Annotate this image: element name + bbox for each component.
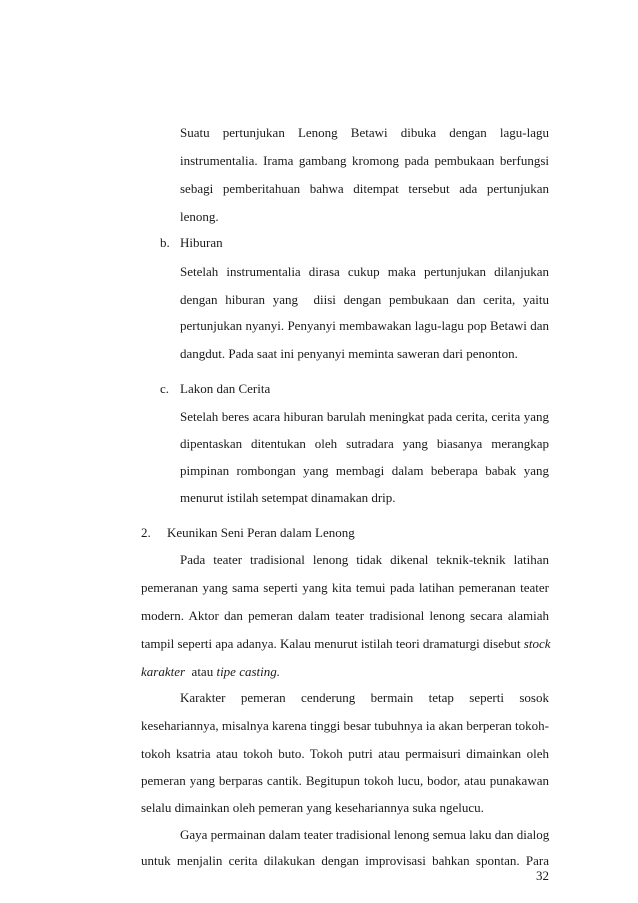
s2-p2-line-2: kesehariannya, misalnya karena tinggi besar tubuhnya ia akan berperan tokoh-: [141, 718, 549, 733]
item-c-line-4: menurut istilah setempat dinamakan drip.: [180, 490, 396, 505]
s2-p1-line-5-mid: atau: [185, 664, 217, 679]
s2-p3-line-2: untuk menjalin cerita dilakukan dengan improvisasi bahkan spontan. Para: [141, 853, 549, 868]
item-b-line-4: dangdut. Pada saat ini penyanyi meminta saweran dari penonton.: [180, 346, 518, 361]
item-c-line-3: pimpinan rombongan yang membagi dalam beberapa babak yang: [180, 463, 549, 478]
s2-p2-line-1: Karakter pemeran cenderung bermain tetap seperti sosok: [180, 690, 549, 705]
item-b-line-3: pertunjukan nyanyi. Penyanyi membawakan lagu-lagu pop Betawi dan: [180, 318, 549, 333]
term-tipe-casting: tipe casting.: [216, 664, 280, 679]
page-number: 32: [536, 868, 549, 883]
para-a-line-4: lenong.: [180, 209, 219, 224]
term-stock: stock: [523, 636, 551, 651]
s2-p2-line-4: pemeran yang berparas cantik. Begitupun tokoh lucu, bodor, atau punakawan: [141, 773, 549, 788]
s2-p1-line-3: modern. Aktor dan pemeran dalam teater tradisional lenong secara alamiah: [141, 608, 549, 623]
item-b-marker: b.: [160, 235, 170, 250]
item-c-line-2: dipentaskan ditentukan oleh sutradara yang biasanya merangkap: [180, 436, 549, 451]
s2-p1-line-4-text: tampil seperti apa adanya. Kalau menurut istilah teori dramaturgi disebut: [141, 636, 524, 651]
s2-p1-line-1: Pada teater tradisional lenong tidak dikenal teknik-teknik latihan: [180, 552, 549, 567]
section-2-title: Keunikan Seni Peran dalam Lenong: [167, 525, 355, 540]
section-2-marker: 2.: [141, 525, 151, 540]
para-a-line-3: sebagi pemberitahuan bahwa ditempat tersebut ada pertunjukan: [180, 181, 549, 196]
term-karakter: karakter: [141, 664, 186, 679]
s2-p2-line-3: tokoh ksatria atau tokoh buto. Tokoh putri atau permaisuri dimainkan oleh: [141, 746, 549, 761]
item-c-line-1: Setelah beres acara hiburan barulah meningkat pada cerita, cerita yang: [180, 409, 549, 424]
para-a-line-1: Suatu pertunjukan Lenong Betawi dibuka dengan lagu-lagu: [180, 125, 549, 140]
s2-p2-line-5: selalu dimainkan oleh pemeran yang kesehariannya suka ngelucu.: [141, 800, 484, 815]
item-b-line-2: dengan hiburan yang diisi dengan pembukaan dan cerita, yaitu: [180, 292, 549, 307]
s2-p1-line-5: [141, 664, 280, 680]
s2-p1-line-4: [141, 636, 549, 652]
item-c-marker: c.: [160, 381, 170, 396]
item-c-title: Lakon dan Cerita: [180, 381, 271, 396]
s2-p3-line-1: Gaya permainan dalam teater tradisional lenong semua laku dan dialog: [180, 827, 550, 842]
para-a-line-2: instrumentalia. Irama gambang kromong pada pembukaan berfungsi: [180, 153, 549, 168]
item-b-line-1: Setelah instrumentalia dirasa cukup maka pertunjukan dilanjukan: [180, 264, 549, 279]
item-b-title: Hiburan: [180, 235, 223, 250]
s2-p1-line-2: pemeranan yang sama seperti yang kita temui pada latihan pemeranan teater: [141, 580, 549, 595]
